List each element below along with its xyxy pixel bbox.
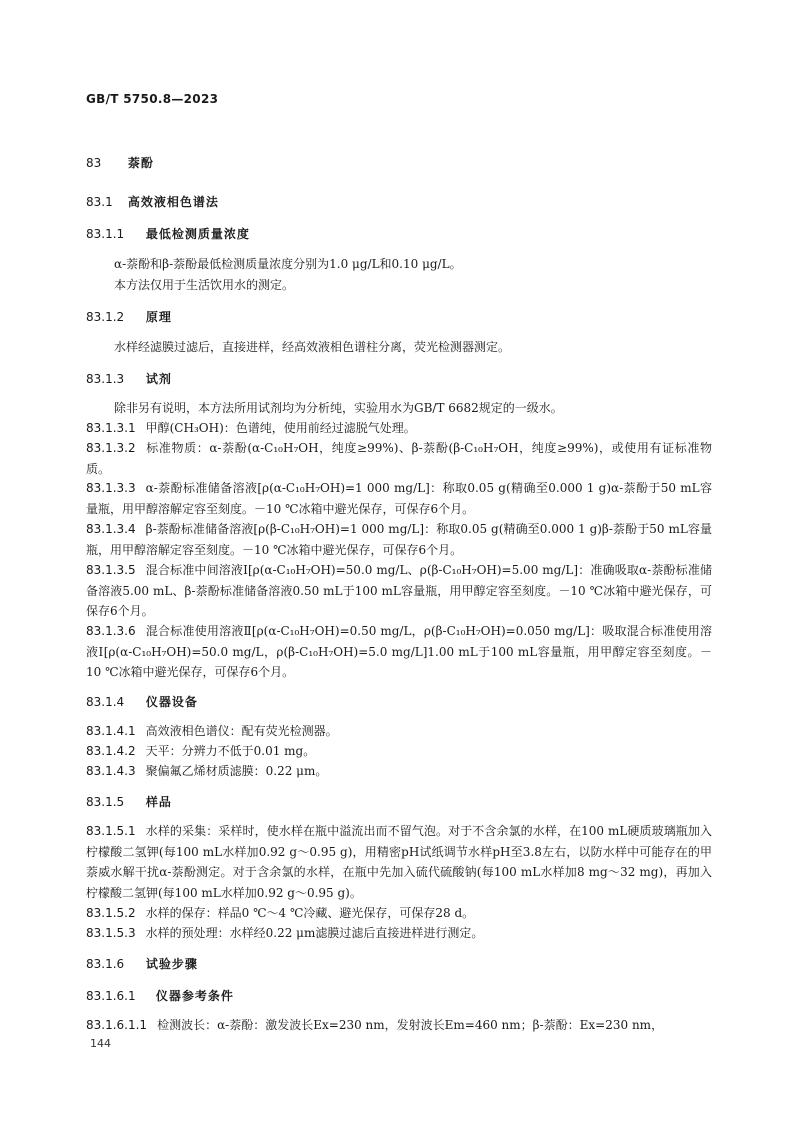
- heading-number: 83.1.3: [86, 372, 125, 386]
- item-text: 天平：分辨力不低于0.01 mg。: [145, 744, 316, 758]
- item-text: β-萘酚标准储备溶液[ρ(β-C₁₀H₇OH)=1 000 mg/L]：称取0.05 g(精确至0.000 1 g)β-萘酚于50 mL容量瓶，用甲醇溶解定容至刻度。－10 ℃冰箱中避光保存，可保存6个月。: [86, 522, 712, 557]
- list-item-83-1-5-3: [86, 923, 712, 944]
- item-number: 83.1.3.1: [86, 421, 136, 435]
- standard-code: GB/T 5750.8—2023: [86, 92, 219, 106]
- heading-title: 高效液相色谱法: [127, 195, 219, 209]
- heading-title: 仪器设备: [145, 695, 198, 709]
- heading-number: 83.1.2: [86, 310, 125, 324]
- heading-title: 样品: [145, 795, 172, 809]
- paragraph-reagent-intro: 除非另有说明，本方法所用试剂均为分析纯，实验用水为GB/T 6682规定的一级水。: [114, 401, 563, 415]
- heading-83-1-2: [86, 308, 712, 325]
- list-item-83-1-3-1: [86, 418, 712, 439]
- item-text: 水样的保存：样品0 ℃～4 ℃冷藏、避光保存，可保存28 d。: [145, 906, 475, 920]
- item-text: 水样的预处理：水样经0.22 μm滤膜过滤后直接进样进行测定。: [145, 926, 484, 940]
- item-text: 聚偏氟乙烯材质滤膜：0.22 μm。: [145, 764, 328, 778]
- heading-83-1-3: [86, 370, 712, 387]
- heading-number: 83.1.1: [86, 227, 125, 241]
- item-number: 83.1.4.3: [86, 764, 136, 778]
- heading-title: 试验步骤: [145, 957, 198, 971]
- heading-83-1-6-1: [86, 987, 712, 1004]
- list-item-83-1-5-1: [86, 821, 712, 903]
- page-number: 144: [90, 1037, 111, 1050]
- heading-83-1: [86, 193, 712, 210]
- heading-number: 83.1.5: [86, 795, 125, 809]
- heading-number: 83.1: [86, 195, 113, 209]
- paragraph-detection-limit: α-萘酚和β-萘酚最低检测质量浓度分别为1.0 μg/L和0.10 μg/L。: [114, 257, 462, 271]
- heading-number: 83.1.6: [86, 957, 125, 971]
- heading-title: 萘酚: [127, 156, 154, 170]
- item-text: 甲醇(CH₃OH)：色谱纯，使用前经过滤脱气处理。: [145, 421, 416, 435]
- heading-83-1-6: [86, 955, 712, 972]
- paragraph-principle: 水样经滤膜过滤后，直接进样，经高效液相色谱柱分离，荧光检测器测定。: [114, 340, 511, 354]
- item-text: 混合标准使用溶液Ⅱ[ρ(α-C₁₀H₇OH)=0.50 mg/L，ρ(β-C₁₀H₇OH)=0.050 mg/L]：吸取混合标准使用溶液Ⅰ[ρ(α-C₁₀H₇OH)=50.0 mg/L，ρ(β-C₁₀H₇OH)=5.0 mg/L]1.00 mL于100 mL容量瓶，用甲醇定容至刻度。－10 ℃冰箱中避光保存，可保存6个月。: [86, 624, 712, 679]
- list-item-83-1-3-4: [86, 519, 712, 560]
- heading-83-1-4: [86, 693, 712, 710]
- list-item-83-1-3-6: [86, 621, 712, 683]
- heading-number: 83.1.4: [86, 695, 125, 709]
- paragraph-scope: 本方法仅用于生活饮用水的测定。: [114, 278, 295, 292]
- item-text: 标准物质：α-萘酚(α-C₁₀H₇OH，纯度≥99%)、β-萘酚(β-C₁₀H₇OH，纯度≥99%)，或使用有证标准物质。: [86, 441, 712, 476]
- list-item-83-1-4-2: [86, 741, 712, 762]
- item-number: 83.1.3.2: [86, 441, 136, 455]
- heading-83: [86, 154, 712, 171]
- item-number: 83.1.3.3: [86, 481, 136, 495]
- heading-title: 仪器参考条件: [155, 989, 234, 1003]
- list-item-83-1-4-3: [86, 761, 712, 782]
- item-number: 83.1.5.3: [86, 926, 136, 940]
- item-number: 83.1.4.2: [86, 744, 136, 758]
- item-number: 83.1.3.4: [86, 522, 136, 536]
- heading-83-1-5: [86, 793, 712, 810]
- item-text: 检测波长：α-萘酚：激发波长Ex=230 nm，发射波长Em=460 nm；β-萘酚：Ex=230 nm，: [157, 1018, 664, 1032]
- heading-title: 试剂: [145, 372, 172, 386]
- item-text: 水样的采集：采样时，使水样在瓶中溢流出而不留气泡。对于不含余氯的水样，在100 mL硬质玻璃瓶加入柠檬酸二氢钾(每100 mL水样加0.92 g～0.95 g)，用精密pH试纸调节水样pH至3.8左右，以防水样中可能存在的甲萘威水解干扰α-萘酚测定。对于含余氯的水样，在瓶中先加入硫代硫酸钠(每100 mL水样加8 mg～32 mg)，再加入柠檬酸二氢钾(每100 mL水样加0.92 g～0.95 g)。: [86, 824, 712, 900]
- heading-title: 最低检测质量浓度: [145, 227, 250, 241]
- item-number: 83.1.6.1.1: [86, 1018, 148, 1032]
- item-number: 83.1.3.6: [86, 624, 136, 638]
- list-item-83-1-3-2: [86, 438, 712, 479]
- item-text: 高效液相色谱仪：配有荧光检测器。: [145, 724, 338, 738]
- list-item-83-1-3-5: [86, 560, 712, 622]
- item-number: 83.1.4.1: [86, 724, 136, 738]
- item-text: α-萘酚标准储备溶液[ρ(α-C₁₀H₇OH)=1 000 mg/L]：称取0.05 g(精确至0.000 1 g)α-萘酚于50 mL容量瓶，用甲醇溶解定容至刻度。－10 ℃冰箱中避光保存，可保存6个月。: [86, 481, 712, 516]
- list-item-83-1-4-1: [86, 721, 712, 742]
- heading-title: 原理: [145, 310, 172, 324]
- list-item-83-1-5-2: [86, 903, 712, 924]
- item-number: 83.1.5.1: [86, 824, 136, 838]
- list-item-83-1-3-3: [86, 478, 712, 519]
- heading-83-1-1: [86, 225, 712, 242]
- item-number: 83.1.5.2: [86, 906, 136, 920]
- item-number: 83.1.3.5: [86, 563, 136, 577]
- heading-number: 83: [86, 156, 102, 170]
- heading-number: 83.1.6.1: [86, 989, 136, 1003]
- list-item-83-1-6-1-1: [86, 1015, 712, 1036]
- item-text: 混合标准中间溶液Ⅰ[ρ(α-C₁₀H₇OH)=50.0 mg/L、ρ(β-C₁₀H₇OH)=5.00 mg/L]：准确吸取α-萘酚标准储备溶液5.00 mL、β-萘酚标准储备溶液0.50 mL于100 mL容量瓶，用甲醇定容至刻度。－10 ℃冰箱中避光保存，可保存6个月。: [86, 563, 712, 618]
